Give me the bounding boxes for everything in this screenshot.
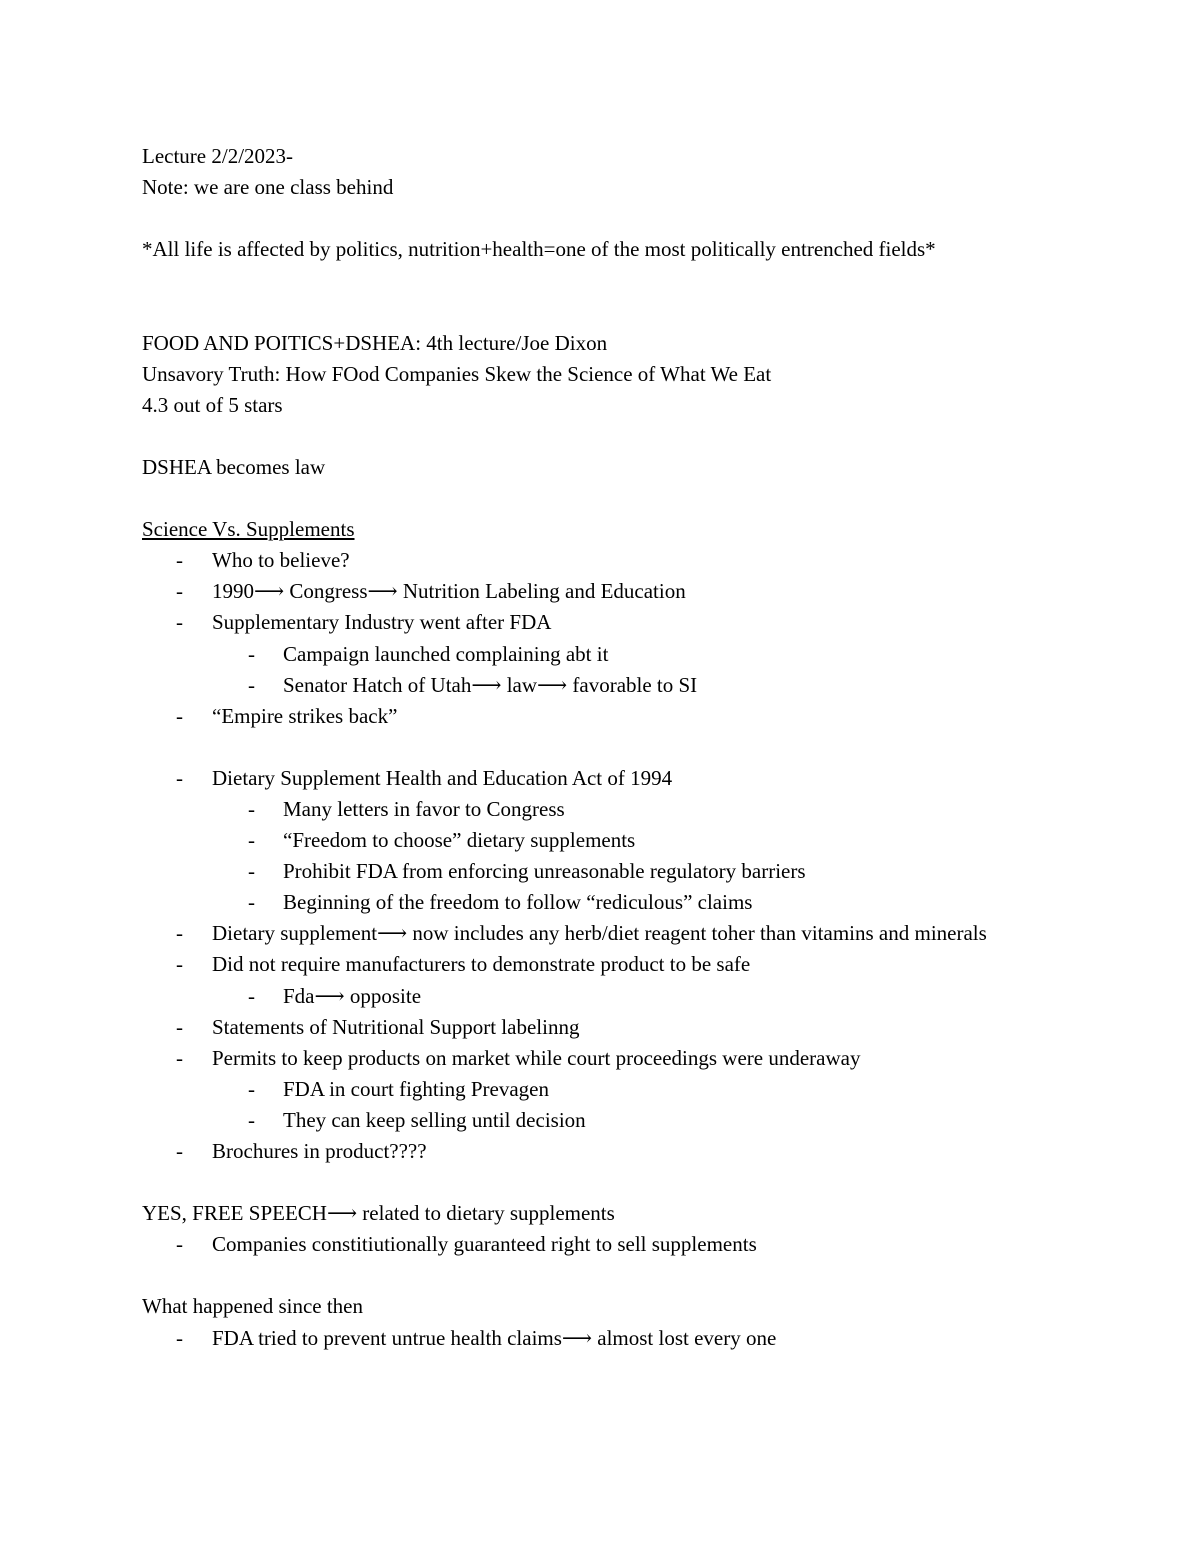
- list-item-text: Fda⟶ opposite: [283, 983, 422, 1008]
- bullet-dash: -: [176, 921, 183, 946]
- sub-list-item: [142, 1105, 1042, 1136]
- bullet-dash: -: [176, 1139, 183, 1163]
- list-item-text: They can keep selling until decision: [283, 1107, 586, 1132]
- list-item: [142, 763, 1042, 794]
- since-heading: What happened since then: [142, 1294, 363, 1319]
- list-item-text: FDA in court fighting Prevagen: [283, 1076, 549, 1101]
- list-item-text: FDA tried to prevent untrue health claims⟶ almost lost every one: [212, 1325, 777, 1350]
- list-item: [142, 1043, 1042, 1074]
- sub-list-item: [142, 794, 1042, 825]
- list-item-text: Dietary supplement⟶ now includes any herb/diet reagent toher than vitamins and minerals: [212, 921, 987, 946]
- bullet-dash: -: [176, 548, 183, 573]
- blank-line: [142, 421, 1042, 452]
- list-item: [142, 1229, 1042, 1260]
- lecture-title: FOOD AND POITICS+DSHEA: 4th lecture/Joe Dixon: [142, 330, 608, 355]
- sub-list-item: [142, 887, 1042, 918]
- bullet-dash: -: [176, 765, 183, 790]
- document-body: [142, 141, 1042, 1354]
- list-item: [142, 576, 1042, 607]
- blank-line: [142, 265, 1042, 327]
- list-item: [142, 545, 1042, 576]
- bullet-dash: -: [248, 641, 255, 666]
- bullet-dash: -: [248, 983, 255, 1008]
- list-item-text: Brochures in product????: [212, 1139, 427, 1163]
- bullet-dash: -: [248, 890, 255, 915]
- list-item-text: Senator Hatch of Utah⟶ law⟶ favorable to SI: [283, 672, 698, 697]
- blank-line: [142, 483, 1042, 514]
- bullet-dash: -: [248, 859, 255, 884]
- list-item-text: Who to believe?: [212, 548, 350, 573]
- sub-list-item: [142, 639, 1042, 670]
- list-item-text: Statements of Nutritional Support labelinng: [212, 1014, 580, 1039]
- bullet-dash: -: [176, 1014, 183, 1039]
- bullet-dash: -: [248, 1107, 255, 1132]
- lecture-date: Lecture 2/2/2023-: [142, 144, 294, 168]
- free-speech-heading: YES, FREE SPEECH⟶ related to dietary supplements: [142, 1201, 615, 1226]
- blank-line: [142, 732, 1042, 763]
- list-item-text: Companies constitiutionally guaranteed right to sell supplements: [212, 1232, 757, 1257]
- science-heading: Science Vs. Supplements: [142, 517, 355, 542]
- list-item-text: Permits to keep products on market while court proceedings were underaway: [212, 1045, 861, 1070]
- dshea-law: DSHEA becomes law: [142, 454, 326, 479]
- sub-list-item: [142, 856, 1042, 887]
- bullet-dash: -: [176, 952, 183, 977]
- bullet-dash: -: [176, 703, 183, 728]
- bullet-dash: -: [248, 796, 255, 821]
- list-item-text: Supplementary Industry went after FDA: [212, 610, 552, 635]
- class-note: Note: we are one class behind: [142, 175, 394, 200]
- blank-line: [142, 203, 1042, 234]
- list-item-text: “Freedom to choose” dietary supplements: [283, 828, 636, 853]
- theme-statement: *All life is affected by politics, nutrition+health=one of the most politically entrenched fields*: [142, 237, 936, 262]
- list-item: [142, 918, 987, 949]
- list-item-text: Prohibit FDA from enforcing unreasonable regulatory barriers: [283, 859, 806, 884]
- sub-list-item: [142, 825, 1042, 856]
- list-item: [142, 1136, 1042, 1167]
- list-item-text: “Empire strikes back”: [212, 703, 398, 728]
- sub-list-item: [142, 1074, 1042, 1105]
- list-item: [142, 607, 1042, 638]
- blank-line: [142, 1260, 1042, 1291]
- bullet-dash: -: [176, 610, 183, 635]
- list-item: [142, 701, 1042, 732]
- bullet-dash: -: [248, 1076, 255, 1101]
- book-rating: 4.3 out of 5 stars: [142, 392, 283, 417]
- sub-list-item: [142, 670, 1042, 701]
- list-item: [142, 949, 1042, 980]
- sub-list-item: [142, 981, 1042, 1012]
- list-item: [142, 1012, 1042, 1043]
- bullet-dash: -: [248, 828, 255, 853]
- list-item-text: Campaign launched complaining abt it: [283, 641, 609, 666]
- list-item-text: Dietary Supplement Health and Education Act of 1994: [212, 765, 673, 790]
- list-item: [142, 1323, 1042, 1354]
- list-item-text: Beginning of the freedom to follow “rediculous” claims: [283, 890, 753, 915]
- bullet-dash: -: [176, 579, 183, 604]
- bullet-dash: -: [176, 1045, 183, 1070]
- list-item-text: Many letters in favor to Congress: [283, 796, 565, 821]
- list-item-text: Did not require manufacturers to demonstrate product to be safe: [212, 952, 751, 977]
- bullet-dash: -: [176, 1325, 183, 1350]
- bullet-dash: -: [176, 1232, 183, 1257]
- list-item-text: 1990⟶ Congress⟶ Nutrition Labeling and Education: [212, 579, 686, 604]
- blank-line: [142, 1167, 1042, 1198]
- book-title: Unsavory Truth: How FOod Companies Skew the Science of What We Eat: [142, 361, 772, 386]
- bullet-dash: -: [248, 672, 255, 697]
